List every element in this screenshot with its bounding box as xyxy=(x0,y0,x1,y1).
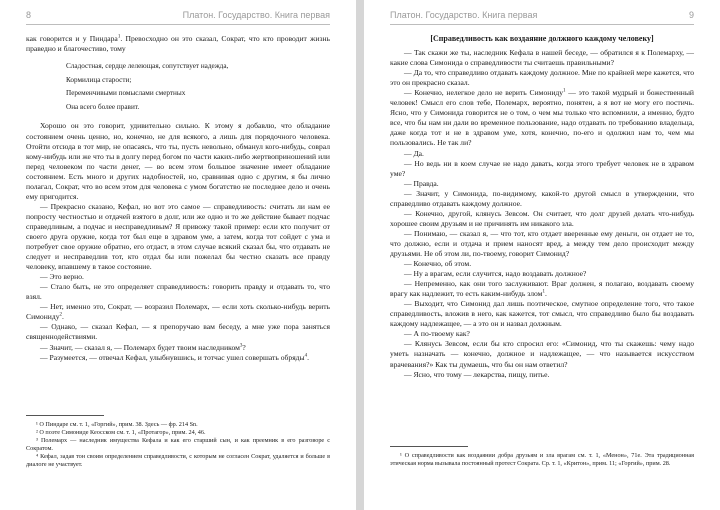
footnote: ¹ О справедливости как воздаянии добра друзьям и зла врагам см. т. 1, «Менон», 71е. Эта традиционная этическая норма вызывала постоянный протест Сократа. Ср. т. 1, «Критон», прим. 11; «Горгий», прим. 28. xyxy=(390,452,694,467)
paragraph xyxy=(26,353,330,363)
page-number: 9 xyxy=(688,10,694,20)
paragraph: — Клянусь Зевсом, если бы кто спросил его: «Симонид, что ты скажешь: чему надо уметь назначать — конечно, должное и надлежащее, — что называется искусством врачевания?» Как ты думаешь, что бы он нам ответил? xyxy=(390,339,694,369)
footnote: ² О поэте Симониде Кеосском см. т. 1, «Протагор», прим. 24, 46. xyxy=(36,429,206,436)
paragraph: — Так скажи же ты, наследник Кефала в нашей беседе, — обратился я к Полемарху, — какие слова Симонида о справедливости ты считаешь правильными? xyxy=(390,48,694,68)
running-title: Платон. Государство. Книга первая xyxy=(390,10,538,20)
running-head xyxy=(26,10,330,25)
opening-paragraph xyxy=(26,34,330,54)
footnote: ³ Полемарх — наследник имущества Кефала и как его старший сын, и как преемник в его разговоре с Сократом. xyxy=(26,437,330,452)
body-text xyxy=(390,34,694,380)
right-page xyxy=(364,0,720,510)
paragraph: — Но ведь ни в коем случае не надо давать, когда этого требует человек не в здравом уме? xyxy=(390,158,694,178)
text-span: — Непременно, как они того заслуживают. Враг должен, я полагаю, воздавать своему врагу как надлежит, то есть каким-нибудь злом xyxy=(390,279,694,299)
paragraph: — Прекрасно сказано, Кефал, но вот это самое — справедливость: считать ли нам ее попросту честностью и отдачей взятого в долг, или же одно и то же действие бывает подчас справедливым, а подчас и несправедливым? Я привожу такой пример: если кто получит от своего друга оружие, когда тот был еще в здравом уме, а затем, когда тот сойдет с ума и потребует свое оружие обратно, его отдаст, в этом случае всякий сказал бы, что отдавать не следует и несправедлив тот, кто отдал бы или пожелал бы честно сказать все правду человеку, впавшему в такое состояние. xyxy=(26,201,330,272)
text-span: . xyxy=(307,352,310,362)
paragraph: — Правда. xyxy=(404,178,439,188)
paragraph: — Да. xyxy=(404,148,424,158)
paragraph: — Конечно, об этом. xyxy=(404,259,472,269)
text-span: — Конечно, нелегкое дело не верить Симониду xyxy=(404,88,564,98)
footnote-ref[interactable]: 1 xyxy=(542,289,545,295)
text-span: . xyxy=(544,289,547,299)
text-span: — Разумеется, — отвечал Кефал, улыбнувшись, и тотчас ушел совершать обряды xyxy=(40,352,305,362)
poem-line: Кормилица старости; xyxy=(66,75,132,84)
footnote-ref[interactable]: 4 xyxy=(304,353,308,359)
poem-line: Она всего более правит. xyxy=(66,102,140,111)
footnote-ref[interactable]: 3 xyxy=(239,342,243,348)
paragraph xyxy=(390,279,694,299)
paragraph: Хорошо он это говорит, удивительно сильно. К этому я добавлю, что обладание состоянием очень ценно, но, конечно, не для всякого, а лишь для порядочного человека. Отойти отсюда в тот мир, не опасаясь, что ты, пусть невольно, обманул кого-нибудь, соврал кому-нибудь или же что ты в долгу перед богом по части каких-либо жертвоприношений или перед человеком по части денег, — во всем этом большое значение имеет обладание состоянием. Есть много и других надобностей, но, сравнивая одно с другим, я бы лично полагал, Сократ, что во всем этом для человека с умом богатство не последнее дело и очень ему пригодится. xyxy=(26,121,330,201)
footnote-divider xyxy=(26,415,104,416)
paragraph: — Это верно. xyxy=(40,272,84,282)
section-heading: [Справедливость как воздаяние должного каждому человеку] xyxy=(430,34,654,43)
body-text xyxy=(26,34,330,363)
text-span: ? xyxy=(242,342,246,352)
left-page xyxy=(0,0,356,510)
footnote-ref[interactable]: 2 xyxy=(59,312,63,318)
text-span: как говорится и у Пиндара xyxy=(26,34,118,43)
footnote: ¹ О Пиндаре см. т. 1, «Горгий», прим. 38. Здесь — фр. 214 Sn. xyxy=(36,421,198,428)
poem-quote xyxy=(66,62,330,112)
footnote-ref[interactable]: 1 xyxy=(117,34,121,40)
poem-line: Сладостная, сердце лелеющая, сопутствует надежда, xyxy=(66,62,229,71)
page-number: 8 xyxy=(26,10,32,20)
paragraph: — Однако, — сказал Кефал, — я препоручаю вам беседу, а мне уже пора заняться священнодействиями. xyxy=(26,322,330,342)
footnotes xyxy=(390,446,694,468)
paragraph xyxy=(26,302,330,322)
text-span: . xyxy=(62,312,64,322)
footnotes xyxy=(26,415,330,469)
running-title: Платон. Государство. Книга первая xyxy=(182,10,330,20)
paragraph: — Стало быть, не это определяет справедливость: говорить правду и отдавать то, что взял. xyxy=(26,282,330,302)
paragraph: — Да то, что справедливо отдавать каждому должное. Мне по крайней мере кажется, что это он прекрасно сказал. xyxy=(390,68,694,88)
text-span: — это такой мудрый и божественный человек! Смысл его слов тебе, Полемарх, вероятно, понятен, а я вот не могу его постичь. Ясно, что у Симонида говорится не о том, о чем мы только что вспомнили, а именно, будто все, что бы нам ни дали во временное пользование, надо отдавать по требованию владельца, даже когда тот и не в здравом уме, хотя, конечно, по-его и одолжил нам то, чем мы пользовались. Не так ли? xyxy=(390,88,694,148)
paragraph: — Ну а врагам, если случится, надо воздавать должное? xyxy=(404,269,587,279)
text-span: . Превосходно он это сказал, Сократ, что кто проводит жизнь праведно и благочестиво, тому xyxy=(26,34,330,54)
running-head xyxy=(390,10,694,25)
paragraph: — Понимаю, — сказал я, — что тот, кто отдает вверенные ему деньги, он отдает не то, что должно, если и отдача и прием наносят вред, а между тем дело происходит между друзьями. Не об этом ли, по-твоему, говорит Симонид? xyxy=(390,228,694,258)
footnote-divider xyxy=(390,446,468,447)
paragraph: — Значит, у Симонида, по-видимому, какой-то другой смысл в утверждении, что справедливо отдавать каждому должное. xyxy=(390,188,694,208)
text-span: — Нет, именно это, Сократ, — возразил Полемарх, — если хоть сколько-нибудь верить Симониду xyxy=(26,302,330,322)
text-span: — Значит, — сказал я, — Полемарх будет твоим наследником xyxy=(40,342,240,352)
paragraph: — Конечно, другой, клянусь Зевсом. Он считает, что долг друзей делать что-нибудь хорошее своим друзьям и не причинять им никакого зла. xyxy=(390,208,694,228)
paragraph xyxy=(390,88,694,148)
footnote-ref[interactable]: 1 xyxy=(563,88,566,94)
paragraph xyxy=(26,343,330,353)
poem-line: Переменчивыми помыслами смертных xyxy=(66,89,186,98)
footnote: ⁴ Кефал, задав тон своим определением справедливости, с которым не согласен Сократ, удаляется и больше в диалоге не участвует. xyxy=(26,453,330,468)
paragraph: — Выходит, что Симонид дал лишь поэтическое, смутное определение того, что такое справедливость, вложив в него, как кажется, тот смысл, что справедливо было бы воздавать каждому надлежащее, — а это он и назвал должным. xyxy=(390,299,694,329)
paragraph: — А по-твоему как? xyxy=(404,329,470,339)
paragraph: — Ясно, что тому — лекарства, пищу, питье. xyxy=(404,369,550,379)
